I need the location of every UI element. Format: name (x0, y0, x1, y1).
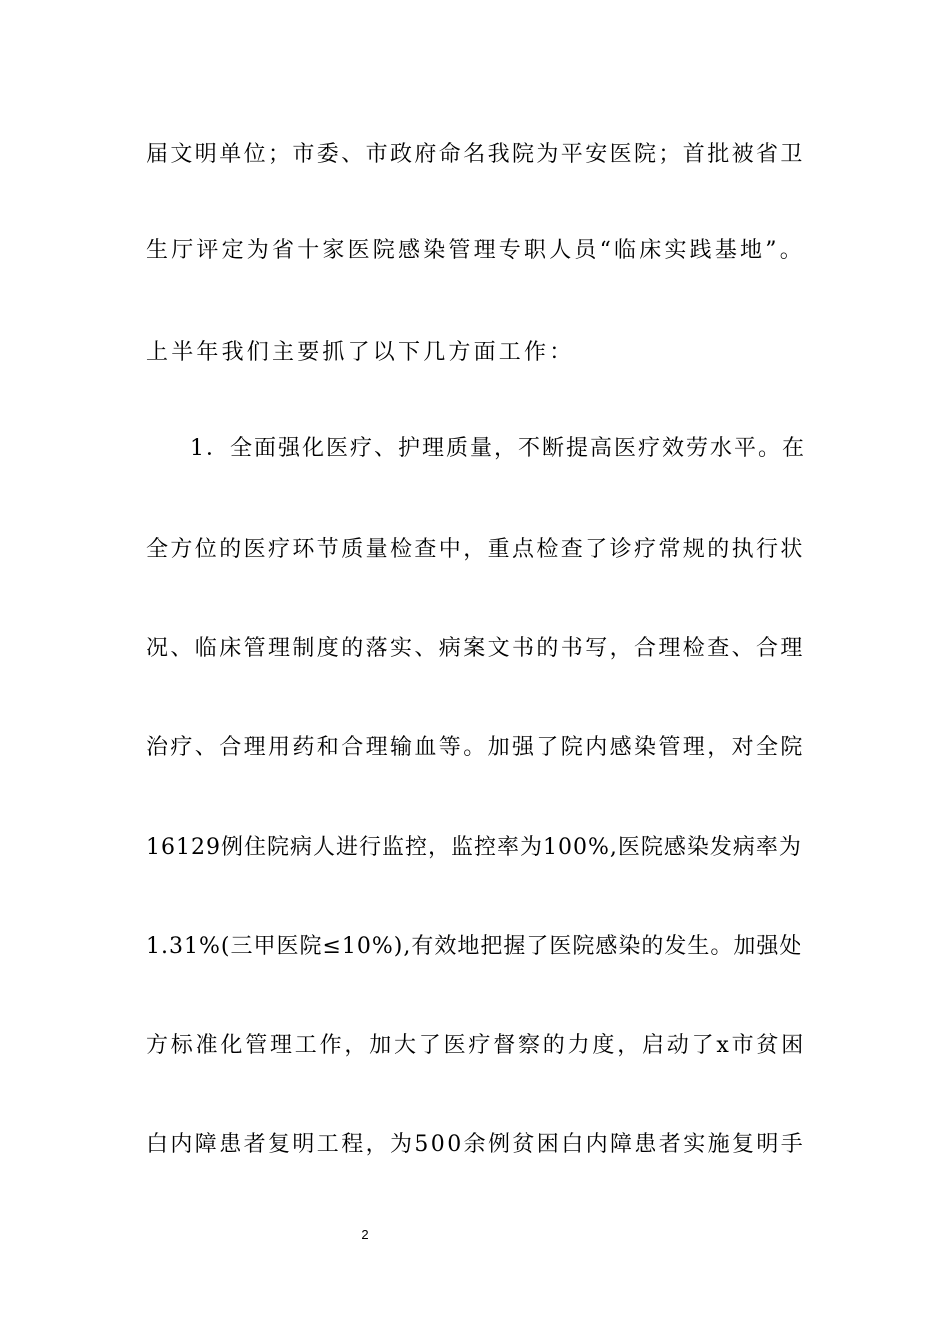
text-line-1: 届文明单位；市委、市政府命名我院为平安医院；首批被省卫 (146, 142, 805, 167)
text-line-6: 况、临床管理制度的落实、病案文书的书写，合理检查、合理 (146, 636, 805, 661)
page-number: 2 (361, 1227, 369, 1242)
text-line-7: 治疗、合理用药和合理输血等。加强了院内感染管理，对全院 (146, 735, 805, 760)
text-line-2: 生厅评定为省十家医院感染管理专职人员“临床实践基地”。 (146, 238, 805, 263)
text-line-9: 1.31%(三甲医院≤10%),有效地把握了医院感染的发生。加强处 (146, 934, 803, 959)
text-line-11: 白内障患者复明工程，为500余例贫困白内障患者实施复明手 (146, 1132, 806, 1157)
text-line-5: 全方位的医疗环节质量检查中，重点检查了诊疗常规的执行状 (146, 537, 805, 562)
text-line-10: 方标准化管理工作，加大了医疗督察的力度，启动了x市贫困 (146, 1033, 807, 1058)
text-line-4: 1．全面强化医疗、护理质量，不断提高医疗效劳水平。在 (190, 436, 806, 461)
text-line-3: 上半年我们主要抓了以下几方面工作： (146, 340, 575, 365)
text-line-8: 16129例住院病人进行监控，监控率为100%,医院感染发病率为 (146, 835, 802, 860)
